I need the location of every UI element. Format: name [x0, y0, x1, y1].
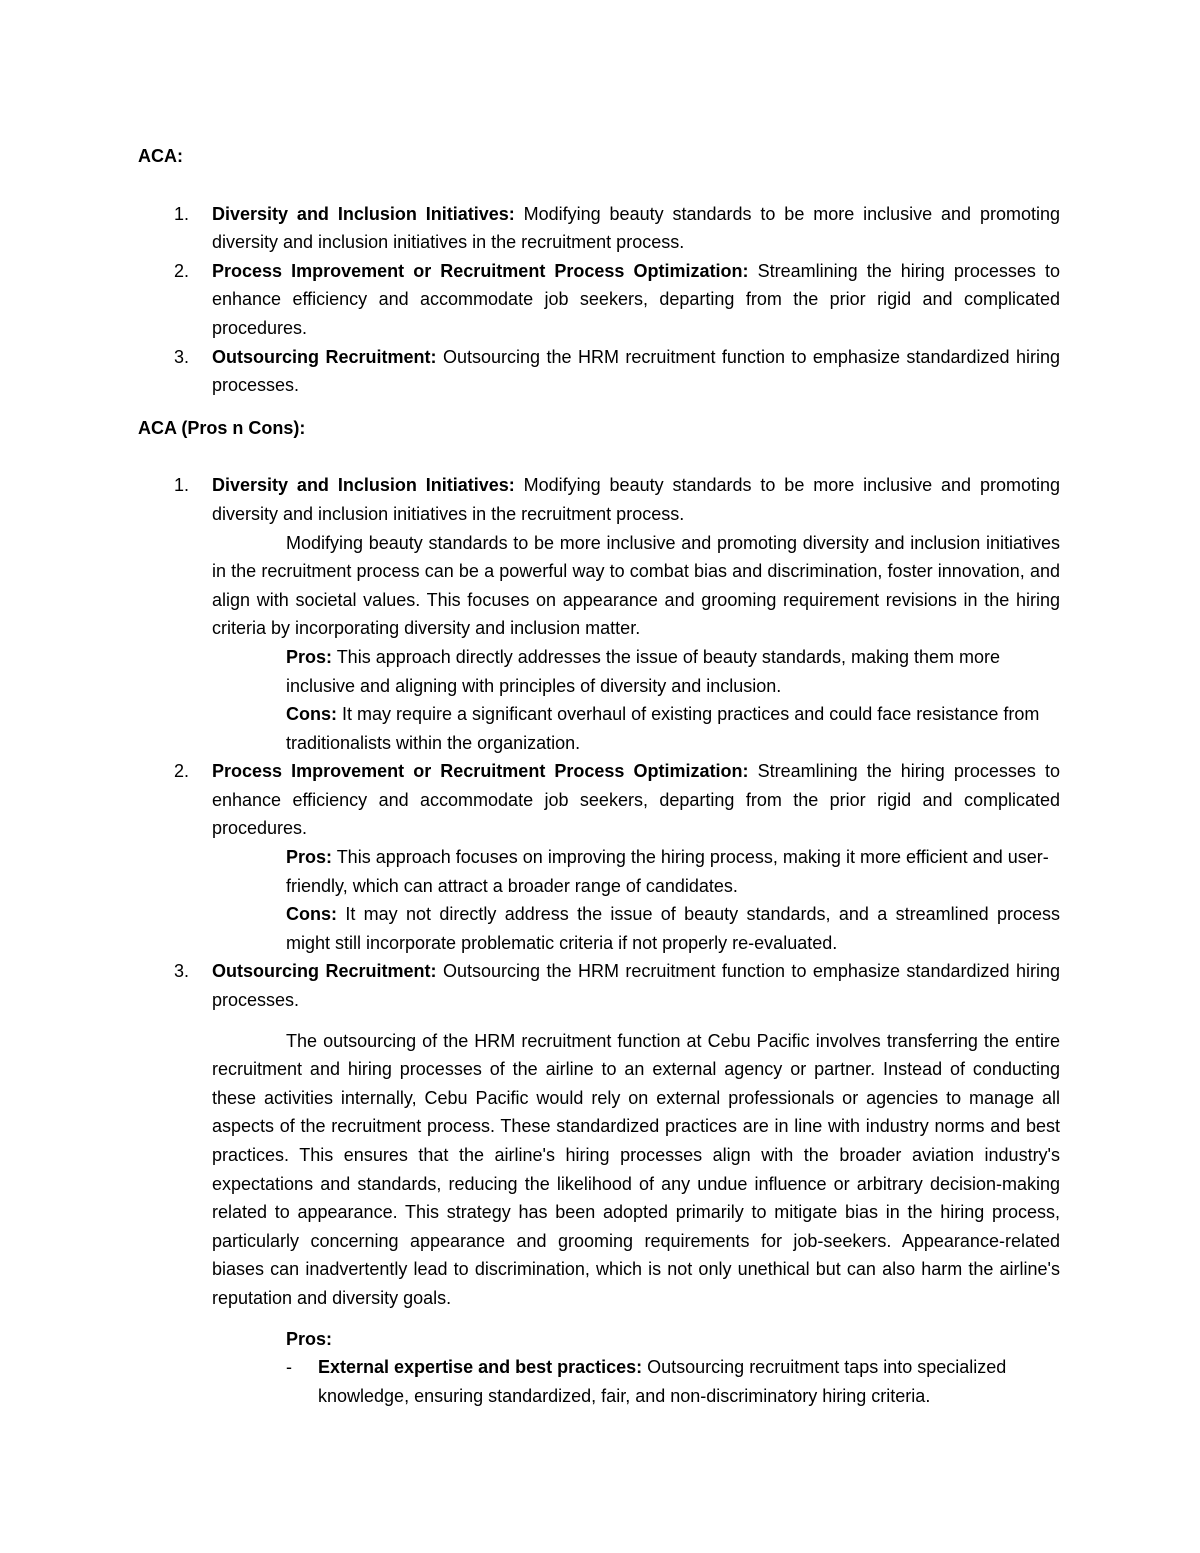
bullet-title: External expertise and best practices:	[318, 1357, 643, 1378]
list-number: 3.	[174, 346, 190, 367]
list-number: 1.	[174, 475, 190, 496]
aca-list-item-1	[138, 200, 1060, 257]
aca-list	[138, 200, 1060, 400]
cons-line	[286, 900, 1060, 957]
cons-text: It may not directly address the issue of beauty standards, and a streamlined process might still incorporate problematic criteria if not properly re-evaluated.	[286, 904, 1060, 953]
cons-text: It may require a significant overhaul of existing practices and could face resistance from traditionalists within the organization.	[286, 704, 1040, 753]
item-text: Outsourcing the HRM recruitment function to emphasize standardized hiring processes.	[212, 961, 1060, 1011]
item-detail-paragraph: Modifying beauty standards to be more inclusive and promoting diversity and inclusion initiatives in the recruitment process can be a powerful way to combat bias and discrimination, foster innovation, and align with societal values. This focuses on appearance and grooming requirement revisions in the hiring criteria by incorporating diversity and inclusion matter.	[212, 532, 1060, 639]
aca-list-item-3	[138, 343, 1060, 400]
item-text: Streamlining the hiring processes to enhance efficiency and accommodate job seekers, departing from the prior rigid and complicated procedures.	[212, 761, 1060, 839]
bullet-item	[286, 1353, 1060, 1410]
list-number: 1.	[174, 203, 190, 224]
heading-aca-pros-cons: ACA (Pros n Cons):	[138, 417, 306, 438]
cons-label: Cons:	[286, 904, 337, 925]
list-number: 2.	[174, 260, 190, 281]
pros-cons-block	[212, 843, 1060, 957]
aca-list-item-2	[138, 257, 1060, 343]
item-text: Modifying beauty standards to be more inclusive and promoting diversity and inclusion initiatives in the recruitment process.	[212, 475, 1060, 524]
item-title: Diversity and Inclusion Initiatives:	[212, 475, 515, 496]
cons-label: Cons:	[286, 704, 337, 725]
pros-heading: Pros:	[286, 1328, 333, 1349]
list-number: 3.	[174, 961, 190, 982]
pros-cons-item-1	[138, 471, 1060, 757]
pros-text: This approach focuses on improving the hiring process, making it more efficient and user-friendly, which can attract a broader range of candidates.	[286, 847, 1049, 896]
pros-line	[286, 643, 1060, 700]
item-title: Diversity and Inclusion Initiatives:	[212, 203, 515, 224]
heading-aca: ACA:	[138, 146, 183, 166]
pros-text: This approach directly addresses the issue of beauty standards, making them more inclusive and aligning with principles of diversity and inclusion.	[286, 646, 1001, 696]
item-title: Process Improvement or Recruitment Process Optimization:	[212, 260, 749, 281]
pros-cons-item-3	[138, 957, 1060, 1410]
item-text: Outsourcing the HRM recruitment function to emphasize standardized hiring processes.	[212, 346, 1060, 396]
item-intro	[212, 957, 1060, 1014]
item-detail-paragraph: The outsourcing of the HRM recruitment function at Cebu Pacific involves transferring the entire recruitment and hiring processes of the airline to an external agency or partner. Instead of conducting these activities internally, Cebu Pacific would rely on external professionals or agencies to manage all aspects of the recruitment process. These standardized practices are in line with industry norms and best practices. This ensures that the airline's hiring processes align with the broader aviation industry's expectations and standards, reducing the likelihood of any undue influence or arbitrary decision-making related to appearance. This strategy has been adopted primarily to mitigate bias in the hiring process, particularly concerning appearance and grooming requirements for job-seekers. Appearance-related biases can inadvertently lead to discrimination, which is not only unethical but can also harm the airline's reputation and diversity goals.	[212, 1030, 1060, 1308]
aca-pros-cons-list	[138, 471, 1060, 1410]
pros-line	[286, 843, 1060, 900]
cons-line	[286, 700, 1060, 757]
item-text: Modifying beauty standards to be more inclusive and promoting diversity and inclusion initiatives in the recruitment process.	[212, 203, 1060, 253]
list-number: 2.	[174, 761, 190, 782]
item-title: Outsourcing Recruitment:	[212, 961, 437, 982]
item-title: Process Improvement or Recruitment Process Optimization:	[212, 761, 749, 782]
document-body	[138, 142, 1060, 1410]
item-title: Outsourcing Recruitment:	[212, 346, 437, 367]
pros-block	[212, 1325, 1060, 1411]
pros-label: Pros:	[286, 646, 333, 667]
pros-cons-item-2	[138, 757, 1060, 957]
item-intro	[212, 757, 1060, 843]
item-intro	[212, 471, 1060, 528]
bullet-dash: -	[286, 1357, 292, 1378]
pros-cons-block	[212, 643, 1060, 757]
pros-label: Pros:	[286, 847, 333, 868]
bullet-text: Outsourcing recruitment taps into specialized knowledge, ensuring standardized, fair, and non-discriminatory hiring criteria.	[318, 1357, 1007, 1406]
item-text: Streamlining the hiring processes to enhance efficiency and accommodate job seekers, departing from the prior rigid and complicated procedures.	[212, 260, 1060, 338]
